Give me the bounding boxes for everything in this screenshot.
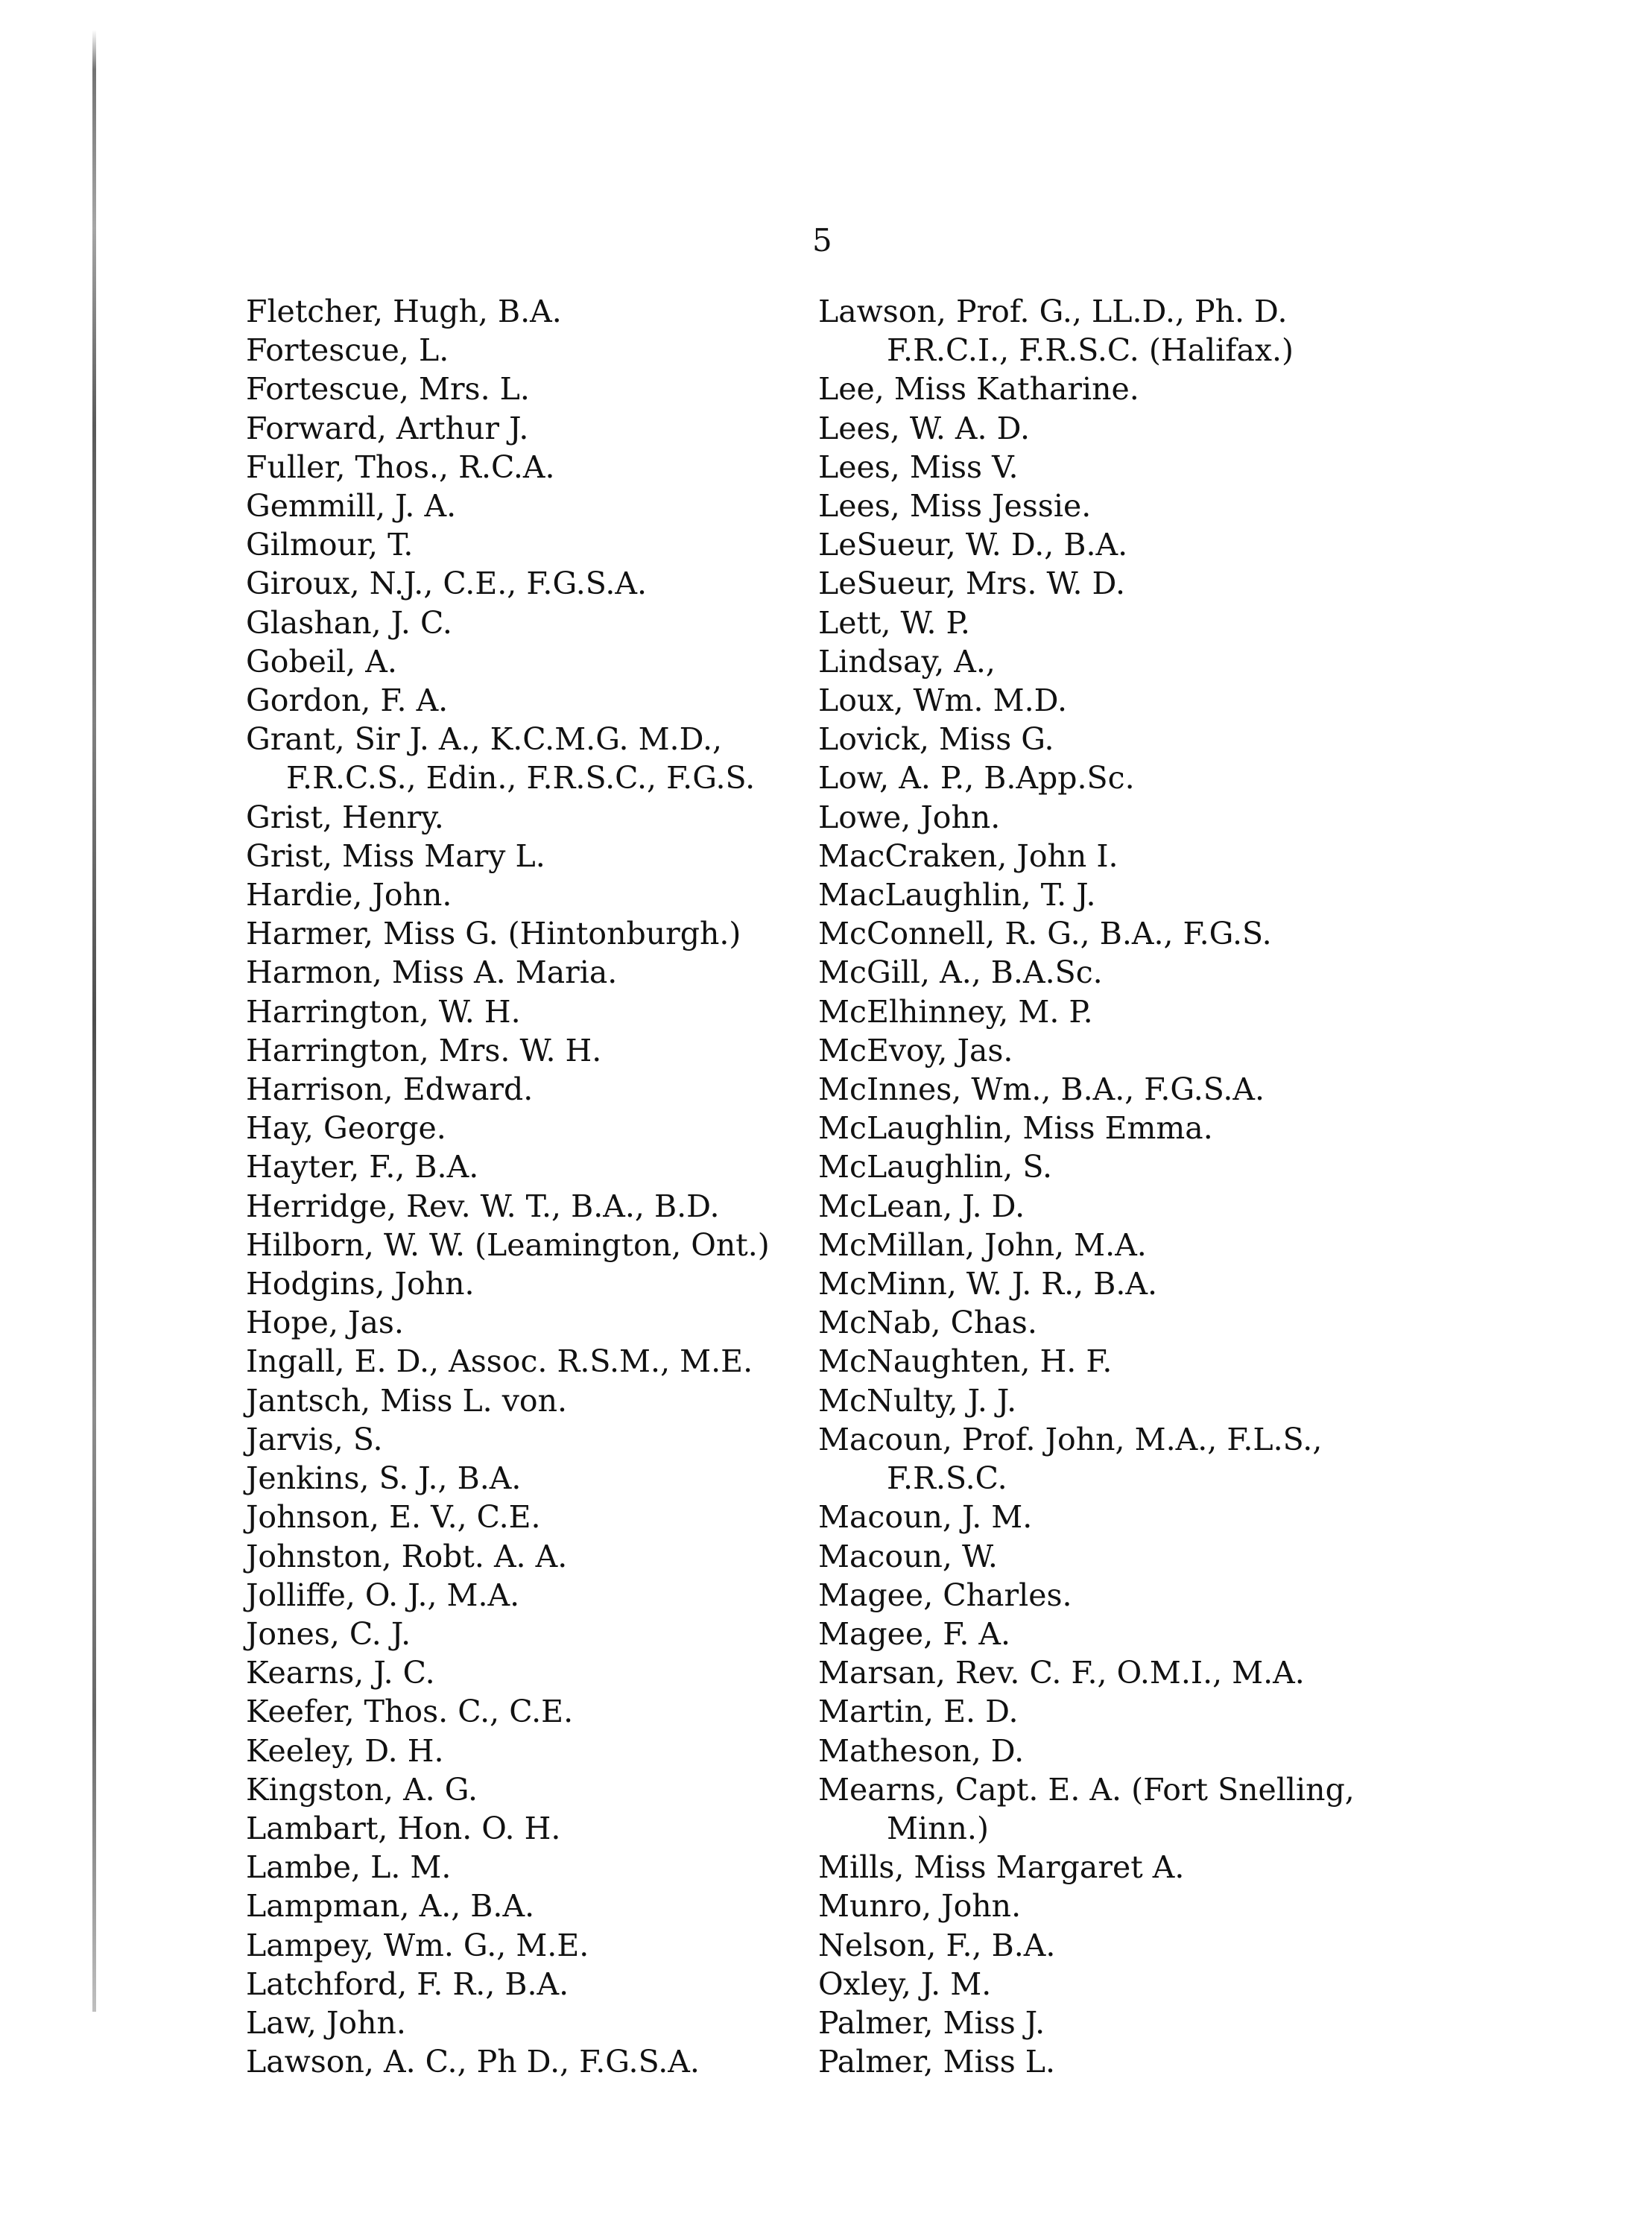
page-number: 5 <box>812 222 832 259</box>
member-name: Lett, W. P. <box>818 604 970 641</box>
member-entry <box>818 1226 1563 1264</box>
member-name: Harmon, Miss A. Maria. <box>246 954 618 991</box>
member-name: Lawson, A. C., Ph D., F.G.S.A. <box>246 2044 700 2080</box>
member-name: McLaughlin, Miss Emma. <box>818 1110 1213 1147</box>
member-name: McElhinney, M. P. <box>818 993 1093 1030</box>
member-name: McNab, Chas. <box>818 1305 1037 1341</box>
member-entry <box>246 914 797 953</box>
member-entry <box>246 875 797 914</box>
member-entry <box>246 1420 797 1459</box>
member-entry <box>246 604 797 642</box>
member-entry <box>246 1576 797 1615</box>
member-entry <box>246 1965 797 2004</box>
member-entry <box>246 1887 797 1925</box>
member-name: Fletcher, Hugh, B.A. <box>246 294 562 329</box>
member-name: McLean, J. D. <box>818 1188 1025 1224</box>
member-name: Lampman, A., B.A. <box>246 1888 535 1925</box>
member-name: Macoun, Prof. John, M.A., F.L.S., <box>818 1421 1323 1457</box>
member-entry <box>246 1342 797 1381</box>
member-name: McMinn, W. J. R., B.A. <box>818 1266 1158 1302</box>
member-name: Jolliffe, O. J., M.A. <box>246 1577 520 1613</box>
member-entry <box>818 720 1563 758</box>
member-name: LeSueur, W. D., B.A. <box>818 527 1128 563</box>
member-entry <box>246 1692 797 1731</box>
member-entry <box>818 409 1563 448</box>
member-name: Magee, Charles. <box>818 1577 1072 1613</box>
member-name: Lees, Miss Jessie. <box>818 488 1092 525</box>
member-entry <box>818 1653 1563 1692</box>
member-name: Ingall, E. D., Assoc. R.S.M., M.E. <box>246 1343 753 1380</box>
member-name: Hope, Jas. <box>246 1305 404 1341</box>
member-entry <box>246 1809 797 1848</box>
member-entry <box>818 1498 1563 1536</box>
member-name: Jones, C. J. <box>246 1615 411 1652</box>
member-entry <box>818 604 1563 642</box>
member-name: Lovick, Miss G. <box>818 721 1054 758</box>
member-entry <box>818 1187 1563 1226</box>
member-name: Hay, George. <box>246 1110 446 1147</box>
member-credentials-continuation: F.R.C.S., Edin., F.R.S.C., F.G.S. <box>286 760 756 796</box>
member-entry <box>818 292 1563 370</box>
member-entry <box>818 642 1563 681</box>
member-entry <box>246 1187 797 1226</box>
member-name: Harmer, Miss G. (Hintonburgh.) <box>246 916 741 952</box>
member-name: Latchford, F. R., B.A. <box>246 1966 569 2002</box>
member-entry <box>246 798 797 837</box>
member-entry <box>818 1031 1563 1070</box>
member-name: Gemmill, J. A. <box>246 488 457 525</box>
member-name: Lampey, Wm. G., M.E. <box>246 1927 589 1963</box>
right-member-column <box>818 292 1563 2081</box>
member-name: Low, A. P., B.App.Sc. <box>818 760 1135 796</box>
member-name: Keeley, D. H. <box>246 1732 444 1769</box>
member-name: Fortescue, L. <box>246 332 449 369</box>
member-entry <box>818 564 1563 603</box>
member-name: MacLaughlin, T. J. <box>818 877 1096 913</box>
member-credentials-continuation: Minn.) <box>887 1810 989 1846</box>
member-name: Kingston, A. G. <box>246 1771 478 1808</box>
member-name: Hodgins, John. <box>246 1266 475 1302</box>
member-name: Martin, E. D. <box>818 1694 1019 1730</box>
member-entry <box>818 525 1563 564</box>
member-name: Grist, Miss Mary L. <box>246 837 545 874</box>
member-entry <box>246 448 797 487</box>
member-name: Lees, Miss V. <box>818 449 1019 485</box>
member-name: Gilmour, T. <box>246 527 414 563</box>
member-entry <box>246 1615 797 1653</box>
member-entry <box>818 1887 1563 1925</box>
member-name: Macoun, J. M. <box>818 1499 1033 1536</box>
member-name: McNaughten, H. F. <box>818 1343 1113 1380</box>
member-name: Giroux, N.J., C.E., F.G.S.A. <box>246 566 648 602</box>
member-entry <box>818 1615 1563 1653</box>
member-name: Harrington, Mrs. W. H. <box>246 1032 602 1068</box>
member-name: Palmer, Miss J. <box>818 2004 1045 2041</box>
member-entry <box>818 1342 1563 1381</box>
member-name: Keefer, Thos. C., C.E. <box>246 1694 574 1730</box>
left-member-column <box>246 292 797 2081</box>
member-entry <box>818 1732 1563 1770</box>
member-name: McLaughlin, S. <box>818 1149 1053 1185</box>
member-entry <box>818 1109 1563 1147</box>
member-name: Mearns, Capt. E. A. (Fort Snelling, <box>818 1771 1355 1808</box>
member-name: Fuller, Thos., R.C.A. <box>246 449 555 485</box>
member-name: Macoun, W. <box>818 1538 998 1574</box>
member-name: Hilborn, W. W. (Leamington, Ont.) <box>246 1226 770 1263</box>
member-name: Johnston, Robt. A. A. <box>246 1538 568 1574</box>
member-name: Jantsch, Miss L. von. <box>246 1382 568 1419</box>
member-entry <box>818 837 1563 875</box>
member-entry <box>818 1147 1563 1186</box>
member-entry <box>818 1381 1563 1420</box>
member-name: Harrison, Edward. <box>246 1071 534 1108</box>
member-name: Lambe, L. M. <box>246 1849 452 1886</box>
member-name: Grist, Henry. <box>246 799 444 835</box>
member-name: Palmer, Miss L. <box>818 2044 1056 2080</box>
member-entry <box>246 2042 797 2081</box>
member-name: McMillan, John, M.A. <box>818 1226 1147 1263</box>
member-name: Lowe, John. <box>818 799 1001 835</box>
member-entry <box>246 1459 797 1498</box>
member-entry <box>818 1926 1563 1965</box>
member-entry <box>818 1537 1563 1576</box>
member-entry <box>246 1264 797 1303</box>
member-entry <box>818 875 1563 914</box>
member-name: Harrington, W. H. <box>246 993 521 1030</box>
member-name: Marsan, Rev. C. F., O.M.I., M.A. <box>818 1655 1305 1691</box>
member-entry <box>818 1420 1563 1498</box>
member-entry <box>246 1498 797 1536</box>
member-name: Glashan, J. C. <box>246 604 452 641</box>
member-entry <box>246 1732 797 1770</box>
member-name: Munro, John. <box>818 1888 1022 1925</box>
member-entry <box>246 837 797 875</box>
member-entry <box>818 1965 1563 2004</box>
member-entry <box>246 409 797 448</box>
member-name: McConnell, R. G., B.A., F.G.S. <box>818 916 1272 952</box>
member-name: Jenkins, S. J., B.A. <box>246 1460 522 1497</box>
member-name: Hardie, John. <box>246 877 452 913</box>
member-name: Nelson, F., B.A. <box>818 1927 1056 1963</box>
member-name: Lees, W. A. D. <box>818 410 1031 446</box>
member-name: Herridge, Rev. W. T., B.A., B.D. <box>246 1188 720 1224</box>
member-name: Lee, Miss Katharine. <box>818 371 1139 408</box>
member-name: Law, John. <box>246 2004 406 2041</box>
member-name: Oxley, J. M. <box>818 1966 992 2002</box>
member-name: Forward, Arthur J. <box>246 410 529 446</box>
member-name: Loux, Wm. M.D. <box>818 682 1068 719</box>
member-entry <box>818 1848 1563 1887</box>
member-entry <box>246 1031 797 1070</box>
member-name: Lawson, Prof. G., LL.D., Ph. D. <box>818 294 1288 329</box>
member-entry <box>818 1070 1563 1109</box>
member-entry <box>818 2042 1563 2081</box>
binding-edge-line <box>92 30 96 2012</box>
member-name: Magee, F. A. <box>818 1615 1011 1652</box>
member-entry <box>246 1848 797 1887</box>
member-name: McInnes, Wm., B.A., F.G.S.A. <box>818 1071 1265 1108</box>
member-entry <box>818 1303 1563 1342</box>
member-entry <box>246 992 797 1031</box>
member-entry <box>246 564 797 603</box>
member-name: Gobeil, A. <box>246 643 397 680</box>
member-entry <box>818 2004 1563 2042</box>
member-entry <box>818 448 1563 487</box>
member-name: Lambart, Hon. O. H. <box>246 1810 561 1846</box>
member-entry <box>818 681 1563 720</box>
member-entry <box>246 1926 797 1965</box>
member-name: Fortescue, Mrs. L. <box>246 371 530 408</box>
member-entry <box>246 1303 797 1342</box>
member-name: Grant, Sir J. A., K.C.M.G. M.D., <box>246 721 723 758</box>
member-entry <box>818 370 1563 408</box>
member-entry <box>246 1070 797 1109</box>
member-name: McNulty, J. J. <box>818 1382 1017 1419</box>
member-entry <box>246 525 797 564</box>
member-entry <box>246 642 797 681</box>
member-entry <box>246 487 797 525</box>
member-name: Matheson, D. <box>818 1732 1025 1769</box>
member-credentials-continuation: F.R.C.I., F.R.S.C. (Halifax.) <box>887 332 1294 369</box>
member-entry <box>818 1576 1563 1615</box>
member-entry <box>818 1692 1563 1731</box>
member-entry <box>818 914 1563 953</box>
member-name: LeSueur, Mrs. W. D. <box>818 566 1125 602</box>
member-name: McGill, A., B.A.Sc. <box>818 954 1103 991</box>
member-entry <box>246 1109 797 1147</box>
member-entry <box>246 370 797 408</box>
member-entry <box>818 798 1563 837</box>
member-entry <box>818 1770 1563 1848</box>
member-entry <box>246 720 797 797</box>
member-name: Mills, Miss Margaret A. <box>818 1849 1185 1886</box>
member-entry <box>246 2004 797 2042</box>
member-name: Kearns, J. C. <box>246 1655 435 1691</box>
member-entry <box>818 758 1563 797</box>
member-name: Jarvis, S. <box>246 1421 383 1457</box>
member-entry <box>246 1653 797 1692</box>
member-name: McEvoy, Jas. <box>818 1032 1013 1068</box>
member-entry <box>818 487 1563 525</box>
member-entry <box>246 1381 797 1420</box>
member-name: Lindsay, A., <box>818 643 996 680</box>
member-entry <box>246 1770 797 1809</box>
member-name: Gordon, F. A. <box>246 682 449 719</box>
member-entry <box>818 953 1563 992</box>
member-name: Johnson, E. V., C.E. <box>246 1499 541 1536</box>
member-entry <box>818 1264 1563 1303</box>
member-entry <box>818 992 1563 1031</box>
member-entry <box>246 1147 797 1186</box>
member-name: MacCraken, John I. <box>818 837 1118 874</box>
member-entry <box>246 1226 797 1264</box>
member-entry <box>246 953 797 992</box>
member-entry <box>246 681 797 720</box>
member-entry <box>246 331 797 370</box>
member-entry <box>246 292 797 331</box>
member-name: Hayter, F., B.A. <box>246 1149 479 1185</box>
member-entry <box>246 1537 797 1576</box>
member-credentials-continuation: F.R.S.C. <box>887 1460 1007 1497</box>
